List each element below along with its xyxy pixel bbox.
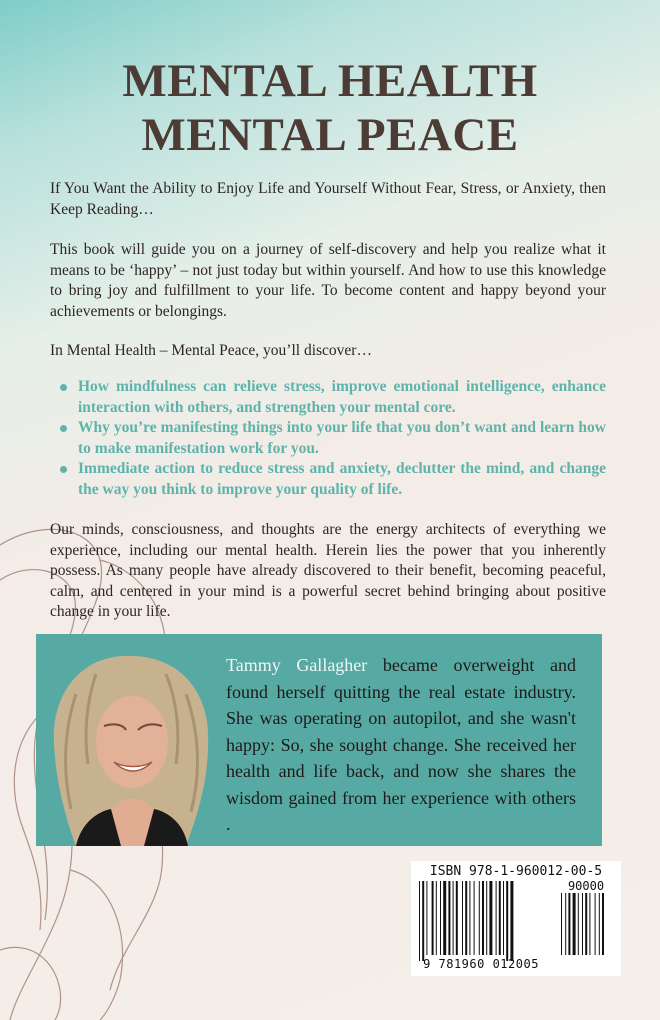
author-name: Tammy Gallagher	[226, 655, 368, 675]
author-bio	[226, 652, 576, 838]
list-item: Immediate action to reduce stress and anxiety, declutter the mind, and change the way you think to improve your quality of life.	[50, 459, 606, 500]
bullet-dot-icon	[60, 384, 67, 391]
isbn-barcode	[411, 861, 621, 976]
bullet-dot-icon	[60, 425, 67, 432]
isbn-number: ISBN 978-1-960012-00-5	[429, 864, 603, 879]
price-addon-number: 90000	[567, 879, 605, 893]
barcode-bars	[419, 881, 615, 961]
list-item: How mindfulness can relieve stress, improve emotional intelligence, enhance interaction with others, and strengthen your mental core.	[50, 377, 606, 418]
author-photo	[36, 634, 226, 846]
list-item: Why you’re manifesting things into your life that you don’t want and learn how to make manifestation work for you.	[50, 418, 606, 459]
author-section	[36, 634, 602, 846]
title-line-1: MENTAL HEALTH	[122, 55, 538, 107]
guide-paragraph: This book will guide you on a journey of self-discovery and help you realize what it means to be ‘happy’ – not just today but within yourself. And how to use this knowledge to bring joy and fulfillment to your life. To become content and happy beyond your achievements or belongings.	[50, 241, 606, 320]
author-bio-text: became overweight and found herself quitting the real estate industry. She was operating on autopilot, and she wasn't happy: So, she sought change. She received her health and life back, and now she shares the wisdom gained from her experience with others .	[226, 655, 576, 834]
closing-paragraph: Our minds, consciousness, and thoughts are the energy architects of everything we experience, including our mental health. Herein lies the power that you inherently possess. As many people have already discovered to their benefit, becoming peaceful, calm, and centered in your mind is a powerful secret behind bringing about positive change in your life.	[50, 521, 606, 620]
intro-paragraph: If You Want the Ability to Enjoy Life and Yourself Without Fear, Stress, or Anxiety, then Keep Reading…	[50, 180, 606, 218]
title-line-2: MENTAL PEACE	[141, 109, 519, 161]
benefit-list	[50, 377, 606, 500]
ean-number: 9 781960 012005	[423, 957, 539, 971]
discover-paragraph: In Mental Health – Mental Peace, you’ll discover…	[50, 342, 372, 359]
bullet-dot-icon	[60, 466, 67, 473]
